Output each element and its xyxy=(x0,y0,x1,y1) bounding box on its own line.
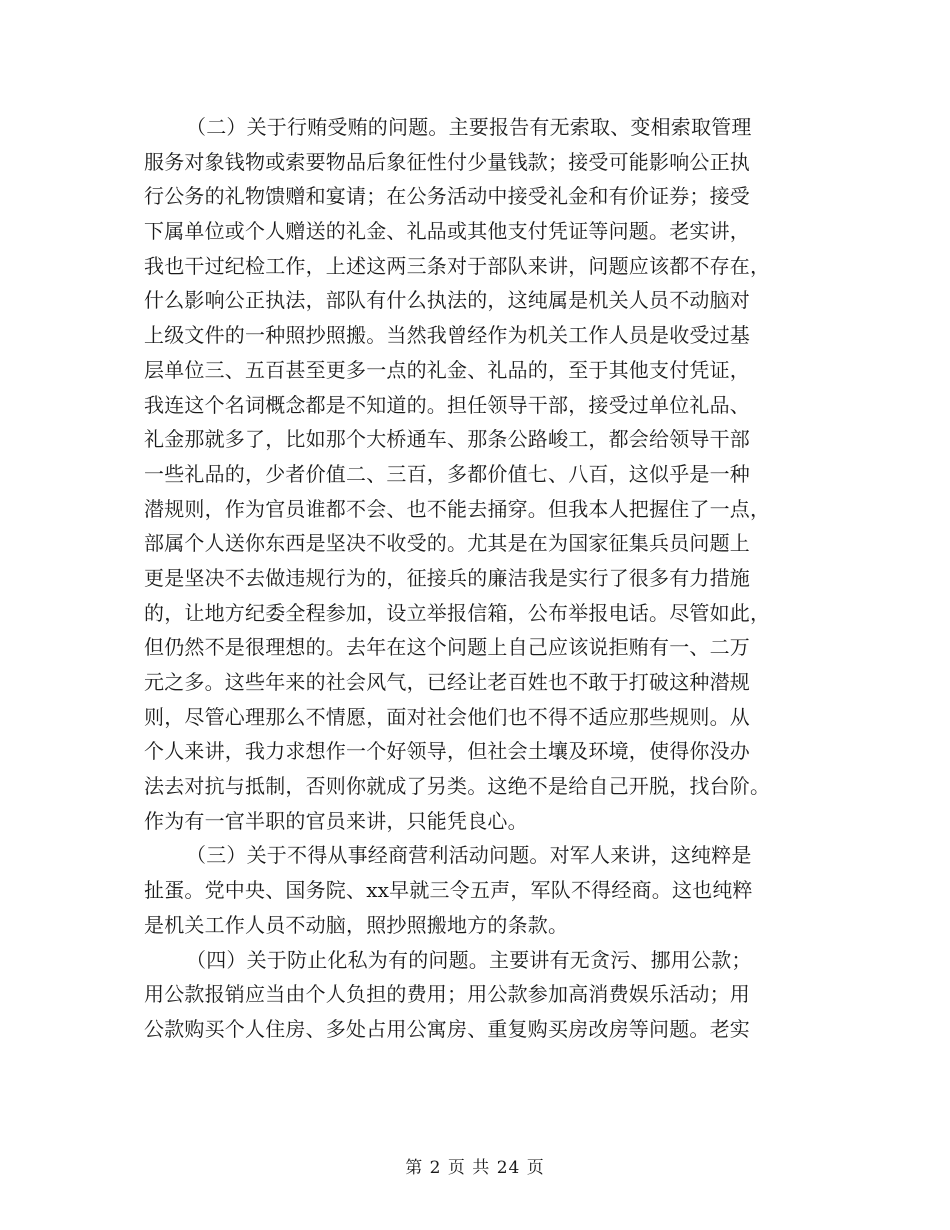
text-line: 元之多。这些年来的社会风气，已经让老百姓也不敢于打破这种潜规 xyxy=(144,670,750,694)
text-line: 什么影响公正执法，部队有什么执法的，这纯属是机关人员不动脑对 xyxy=(144,288,750,313)
text-line: 潜规则，作为官员谁都不会、也不能去捅穿。但我本人把握住了一点， xyxy=(144,496,771,521)
text-line: 用公款报销应当由个人负担的费用；用公款参加高消费娱乐活动；用 xyxy=(144,982,750,1007)
text-line: 公款购买个人住房、多处占用公寓房、重复购买房改房等问题。老实 xyxy=(144,1016,750,1041)
text-line: 部属个人送你东西是坚决不收受的。尤其是在为国家征集兵员问题上 xyxy=(144,531,750,556)
text-line: 个人来讲，我力求想作一个好领导，但社会土壤及环境，使得你没办 xyxy=(144,739,750,764)
text-line: 是机关工作人员不动脑，照抄照搬地方的条款。 xyxy=(144,912,569,937)
text-line: 法去对抗与抵制，否则你就成了另类。这绝不是给自己开脱，找台阶。 xyxy=(144,774,771,799)
paragraph-first-line: （四）关于防止化私为有的问题。主要讲有无贪污、挪用公款； xyxy=(186,947,752,972)
text-line: 我连这个名词概念都是不知道的。担任领导干部，接受过单位礼品、 xyxy=(144,392,750,417)
text-line: 的，让地方纪委全程参加，设立举报信箱，公布举报电话。尽管如此， xyxy=(144,600,771,625)
text-line: 上级文件的一种照抄照搬。当然我曾经作为机关工作人员是收受过基 xyxy=(144,323,750,348)
text-line: 更是坚决不去做违规行为的，征接兵的廉洁我是实行了很多有力措施 xyxy=(144,565,750,590)
text-line: 层单位三、五百甚至更多一点的礼金、礼品的，至于其他支付凭证， xyxy=(144,357,750,382)
text-line: 服务对象钱物或索要物品后象征性付少量钱款；接受可能影响公正执 xyxy=(144,149,750,174)
text-line: 下属单位或个人赠送的礼金、礼品或其他支付凭证等问题。老实讲， xyxy=(144,219,750,244)
paragraph-first-line: （三）关于不得从事经商营利活动问题。对军人来讲，这纯粹是 xyxy=(186,843,752,868)
text-line: 礼金那就多了，比如那个大桥通车、那条公路峻工，都会给领导干部 xyxy=(144,427,750,452)
text-line: 扯蛋。党中央、国务院、xx早就三令五声，军队不得经商。这也纯粹 xyxy=(144,878,753,903)
text-line: 行公务的礼物馈赠和宴请；在公务活动中接受礼金和有价证券；接受 xyxy=(144,184,750,209)
document-body xyxy=(144,110,804,1047)
text-line: 但仍然不是很理想的。去年在这个问题上自己应该说拒贿有一、二万 xyxy=(144,635,750,660)
text-line: 一些礼品的，少者价值二、三百，多都价值七、八百，这似乎是一种 xyxy=(144,461,750,486)
text-line: 我也干过纪检工作，上述这两三条对于部队来讲，问题应该都不存在， xyxy=(144,253,771,278)
page-footer: 第 2 页 共 24 页 xyxy=(405,1158,545,1178)
text-line: 作为有一官半职的官员来讲，只能凭良心。 xyxy=(144,808,528,833)
text-line: 则，尽管心理那么不情愿，面对社会他们也不得不适应那些规则。从 xyxy=(144,704,750,729)
paragraph-first-line: （二）关于行贿受贿的问题。主要报告有无索取、变相索取管理 xyxy=(186,115,752,139)
